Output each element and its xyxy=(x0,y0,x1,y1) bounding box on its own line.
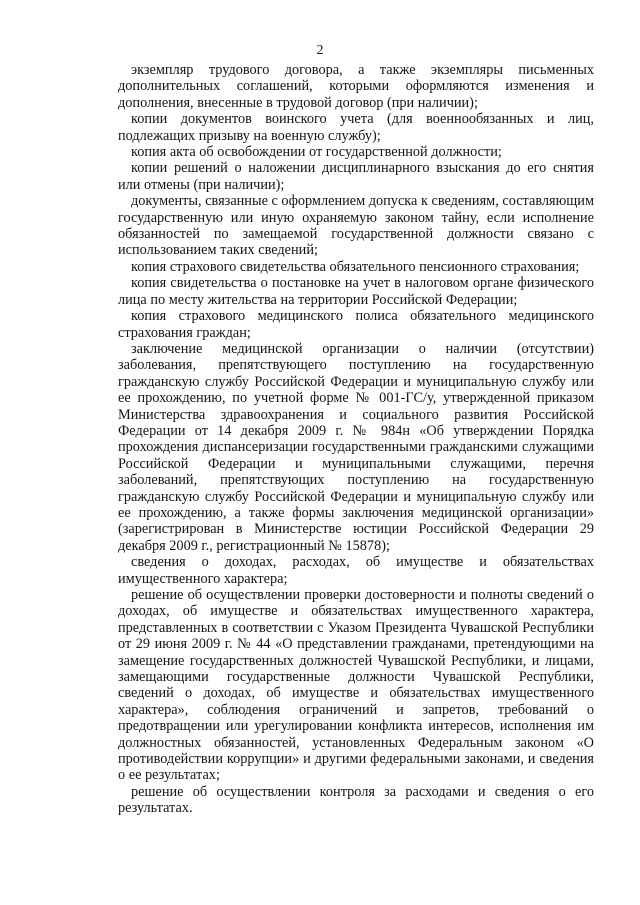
paragraph: копия акта об освобождении от государственной должности; xyxy=(131,144,502,161)
paragraph: решение об осуществлении контроля за расходами и сведения о его результатах. xyxy=(118,783,594,817)
paragraph: заключение медицинской организации о наличии (отсутствии) заболевания, препятствующего поступлению на государственную гражданскую службу Российской Федерации и муниципальную службу или ее прохождению, по учетной форме № 001-ГС/у, утвержденной приказом Министерства здравоохранения и социального развития Российской Федерации от 14 декабря 2009 г. № 984н «Об утверждении Порядка прохождения диспансеризации государственными гражданскими служащими Российской Федерации и муниципальными служащими, перечня заболеваний, препятствующих поступлению на государственную гражданскую службу Российской Федерации и муниципальную службу или ее прохождению, а также формы заключения медицинской организации» (зарегистрирован в Министерстве юстиции Российской Федерации 29 декабря 2009 г., регистрационный № 15878); xyxy=(118,340,594,554)
paragraph: экземпляр трудового договора, а также экземпляры письменных дополнительных соглашений, которыми оформляются изменения и дополнения, внесенные в трудовой договор (при наличии); xyxy=(118,62,594,111)
paragraph: сведения о доходах, расходах, об имуществе и обязательствах имущественного характера; xyxy=(118,554,594,587)
paragraph: копия свидетельства о постановке на учет в налоговом органе физического лица по месту жительства на территории Российской Федерации; xyxy=(118,275,594,308)
paragraph: копии документов воинского учета (для военнообязанных и лиц, подлежащих призыву на военную службу); xyxy=(118,111,594,144)
paragraph: документы, связанные с оформлением допуска к сведениям, составляющим государственную или иную охраняемую законом тайну, если исполнение обязанностей по замещаемой государственной должности связано с использованием таких сведений; xyxy=(118,193,594,259)
paragraph: копии решений о наложении дисциплинарного взыскания до его снятия или отмены (при наличии); xyxy=(118,160,594,193)
paragraph: копия страхового медицинского полиса обязательного медицинского страхования граждан; xyxy=(118,308,594,341)
paragraph: копия страхового свидетельства обязательного пенсионного страхования; xyxy=(131,258,580,275)
paragraph: решение об осуществлении проверки достоверности и полноты сведений о доходах, об имуществе и обязательствах имущественного характера, представленных в соответствии с Указом Президента Чувашской Республики от 29 июня 2009 г. № 44 «О представлении гражданами, претендующими на замещение государственных должностей Чувашской Республики, и лицами, замещающими государственные должности Чувашской Республики, сведений о доходах, об имуществе и обязательствах имущественного характера», соблюдения ограничений и запретов, требований о предотвращении или урегулировании конфликта интересов, исполнения им должностных обязанностей, установленных Федеральным законом «О противодействии коррупции» и другими федеральными законами, и сведения о ее результатах; xyxy=(118,587,594,784)
page-number: 2 xyxy=(316,43,324,58)
document-body xyxy=(118,62,594,817)
